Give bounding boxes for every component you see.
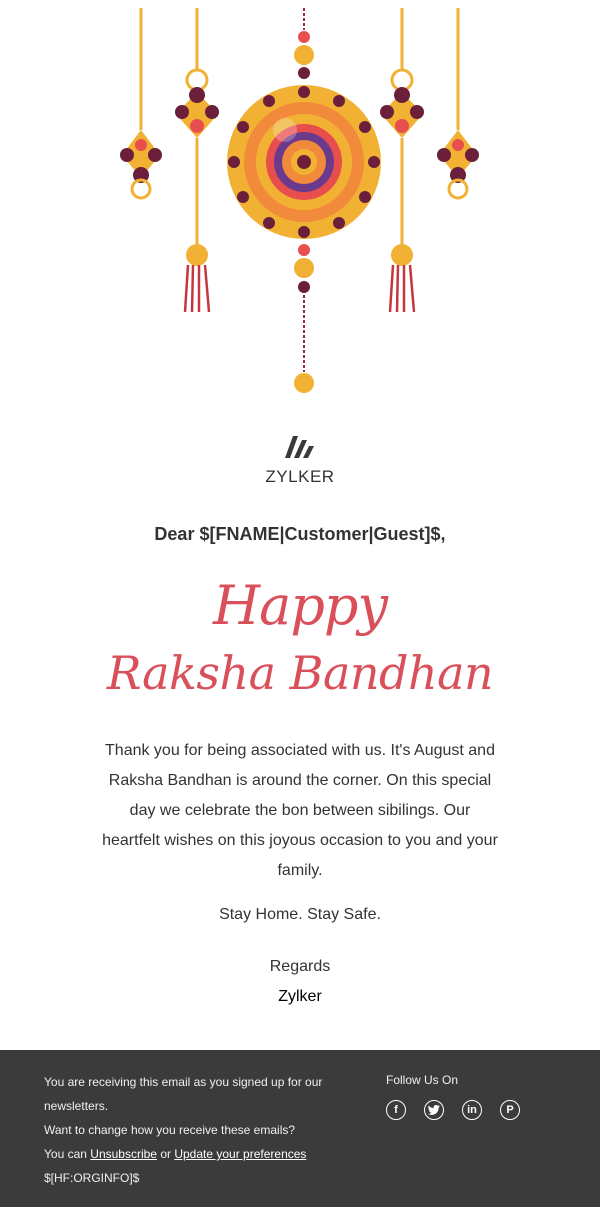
- social-links: [386, 1100, 566, 1120]
- rakhi-illustration: [0, 0, 600, 400]
- footer-you-can: You can: [44, 1147, 87, 1161]
- footer-info: [44, 1070, 344, 1190]
- follow-label: Follow Us On: [386, 1073, 459, 1087]
- unsubscribe-link[interactable]: Unsubscribe: [90, 1147, 157, 1161]
- brand-name: ZYLKER: [265, 467, 335, 486]
- footer-change-note: Want to change how you receive these emails?: [44, 1123, 296, 1137]
- footer-signup-note: You are receiving this email as you signed up for our newsletters.: [44, 1075, 323, 1113]
- brand-logo: [0, 434, 600, 487]
- message-body: Thank you for being associated with us. It's August and Raksha Bandhan is around the corner. On this special day we celebrate the bon between sibilings. Our heartfelt wishes on this joyous occasion to you and your family.: [102, 742, 498, 879]
- signoff-name: Zylker: [278, 988, 322, 1005]
- facebook-icon[interactable]: f: [386, 1100, 406, 1120]
- headline-line-1: Happy: [213, 574, 387, 637]
- email-footer: [0, 1050, 600, 1207]
- regards-text: Regards: [269, 958, 331, 975]
- headline-line-2: Raksha Bandhan: [106, 646, 494, 700]
- greeting: Dear $[FNAME|Customer|Guest]$,: [154, 524, 446, 544]
- pinterest-icon[interactable]: P: [500, 1100, 520, 1120]
- social-section: [386, 1070, 566, 1120]
- stay-safe-text: Stay Home. Stay Safe.: [219, 906, 381, 923]
- festival-headline: [0, 560, 600, 720]
- update-preferences-link[interactable]: Update your preferences: [174, 1147, 307, 1161]
- zylker-logo-icon: [283, 434, 317, 460]
- footer-links-line: [44, 1142, 344, 1166]
- twitter-icon[interactable]: [424, 1100, 444, 1120]
- linkedin-icon[interactable]: in: [462, 1100, 482, 1120]
- footer-or: or: [160, 1147, 171, 1161]
- footer-org-info: $[HF:ORGINFO]$: [44, 1171, 140, 1185]
